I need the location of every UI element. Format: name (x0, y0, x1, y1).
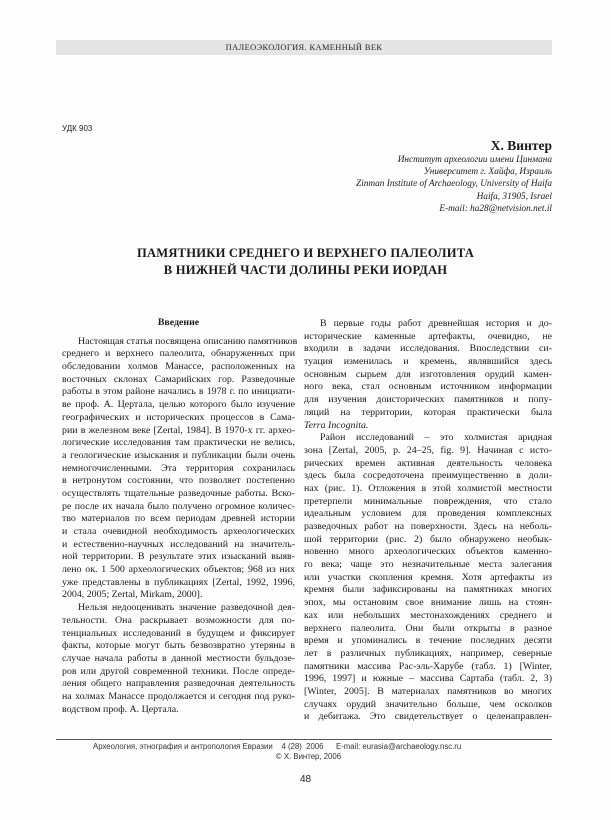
text-line: исторические каменные артефакты, очевидно, не (304, 330, 552, 342)
text-line: тенциальных исследований в будущем и фиксирует (62, 627, 295, 639)
title-line-2: В НИЖНЕЙ ЧАСТИ ДОЛИНЫ РЕКИ ИОРДАН (163, 263, 448, 277)
text-line: обследовании холмов Манассе, расположенных на (62, 361, 295, 373)
udk-code: УДК 903 (62, 124, 93, 133)
text-line: в нетронутом состоянии, что позволяет постепенно (62, 475, 295, 487)
text-line: уже представлены в публикациях [Zertal, 1992, 1996, (62, 576, 295, 588)
text-line: немногочисленными. Эта территория сохранилась (62, 462, 295, 474)
text-line: лено ок. 1 500 археологических объектов; 968 из них (62, 564, 295, 576)
text-line-terra-incognita: Terra Incognita. (304, 419, 369, 431)
right-column (304, 318, 552, 724)
footer-divider (56, 739, 552, 740)
text-line: или участки скопления кремня. Хотя артефакты из (304, 571, 552, 583)
copyright-line: © Х. Винтер, 2006 (275, 752, 342, 761)
text-line: и дебитажа. Это свидетельствует о целенаправлен- (304, 711, 552, 723)
text-line: время и упоминались в течение последних десяти (304, 635, 552, 647)
journal-name: Археология, этнография и антропология Евразии (93, 742, 273, 751)
journal-issue: 4 (28) 2006 (281, 742, 324, 751)
text-line: го века; чаще это незначительные места залегания (304, 559, 552, 571)
text-line: ках или небольших местонахождениях среднего и (304, 609, 552, 621)
journal-citation (93, 742, 323, 751)
text-line: и стала очевидной необходимость археологических (62, 526, 295, 537)
text-line: Нельзя недооценивать значение разведочной дея- (78, 602, 295, 614)
journal-email[interactable]: E-mail: eurasia@archaeology.nsc.ru (336, 742, 462, 751)
affiliation-line: Университет г. Хайфа, Израиль (423, 167, 552, 178)
section-title: ПАЛЕОЭКОЛОГИЯ. КАМЕННЫЙ ВЕК (225, 43, 383, 52)
text-line: зона [Zertal, 2005, p. 24–25, fig. 9]. Начиная с исто- (304, 444, 552, 456)
section-heading-introduction: Введение (157, 317, 200, 328)
text-line: случае начала работы в данной местности бульдозе- (62, 652, 295, 664)
text-line: Район исследований – это холмистая аридная (320, 432, 552, 444)
title-line-1: ПАМЯТНИКИ СРЕДНЕГО И ВЕРХНЕГО ПАЛЕОЛИТА (136, 246, 475, 260)
affiliation-line: Haifa, 31905, Israel (476, 191, 552, 202)
text-line: ре после их начала было получено огромное количес- (62, 500, 295, 512)
article-title (0, 245, 611, 279)
text-line: ве проф. А. Цертала, целью которого было изучение (62, 399, 295, 411)
text-line: факты, которые могут быть безвозвратно утеряны в (62, 640, 295, 652)
text-line: рии в железном веке [Zertal, 1984]. В 1970-х гг. архео- (62, 424, 295, 436)
affiliation-line: Институт археологии имени Цинмана (397, 155, 552, 165)
text-line: работы в этом районе начались в 1978 г. по инициати- (62, 386, 295, 398)
text-line: для изучения доисторических памятников и попу- (304, 394, 552, 406)
author-block (356, 138, 552, 215)
text-line: идеальным условием для проведения комплексных (304, 508, 552, 520)
text-line: а геологические изыскания и публикации были очень (62, 449, 295, 461)
text-line: В первые годы работ древнейшая история и до- (320, 318, 552, 329)
text-line: осуществлять тщательные разведочные работы. Вско- (62, 487, 295, 499)
text-line: нах (рис. 1). Отложения в этой холмистой местности (304, 482, 552, 494)
text-line: тельности. Она раскрывает возможности для по- (62, 614, 295, 626)
page-number: 48 (299, 774, 312, 785)
text-line: 1996, 1997] и южные – массива Сартаба (табл. 2, 3) (304, 673, 552, 685)
text-line: эпох, мы остановим свое внимание лишь на стоян- (304, 597, 552, 609)
text-line: 2004, 2005; Zertal, Mirkam, 2000]. (62, 589, 203, 601)
text-line: среднего и верхнего палеолита, обнаруженных при (62, 348, 295, 360)
affiliation-line: Zinman Institute of Archaeology, University of Haifa (356, 179, 552, 190)
text-line: претерпели минимальные повреждения, что стало (304, 495, 552, 507)
text-line: логические исследования там практически не велись, (62, 437, 295, 449)
text-line: и естественно-научных исследований на значитель- (62, 538, 295, 550)
text-line: рических времен активная деятельность человека (304, 457, 552, 469)
text-line: шой территории (рис. 2) было обнаружено необык- (304, 533, 552, 545)
text-line: случаях орудий значительно больше, чем осколков (304, 698, 552, 710)
text-line: восточных склонах Самарийских гор. Разведочные (62, 373, 295, 385)
text-line: водством проф. А. Цертала. (62, 703, 179, 715)
text-line: памятники массива Рас-эль-Харубе (табл. 1) [Winter, (304, 660, 552, 672)
text-line: Настоящая статья посвящена описанию памятников (78, 335, 298, 347)
section-header-band (56, 40, 552, 55)
text-line: здесь была сосредоточена преимущественно в доли- (304, 470, 552, 482)
text-line: ляций на территории, которая практически была (304, 406, 552, 418)
text-line: географических и исторических процессов в Сама- (62, 411, 295, 423)
author-email: E-mail: ha28@netvision.net.il (439, 203, 552, 214)
text-line: ного века, стал основным источником информации (304, 381, 552, 393)
text-line: входили в задачи исследования. Впоследствии си- (304, 343, 552, 355)
text-line: ров или другой современной техники. После опреде- (62, 665, 295, 677)
text-line: лет в различных публикациях, например, северные (304, 647, 552, 659)
text-line: разведочных работ на поверхности. Здесь на неболь- (304, 521, 552, 532)
text-line: ной территории. В результате этих изысканий выяв- (62, 551, 295, 563)
text-line: [Winter, 2005]. В материалах памятников во многих (304, 685, 552, 697)
text-line: тво материалов по всем периодам древней истории (62, 513, 295, 525)
author-name: Х. Винтер (490, 138, 552, 153)
text-line: новенно много археологических объектов каменно- (304, 546, 552, 558)
left-column (62, 317, 298, 716)
text-line: туация изменилась и кремень, являвшийся здесь (304, 356, 552, 368)
text-line: кремня были зафиксированы на памятниках многих (304, 584, 552, 596)
text-line: верхнего палеолита. Они были открыты в разное (304, 622, 552, 634)
text-line: на холмах Манассе продолжается и сегодня под руко- (62, 690, 295, 702)
text-line: основным сырьем для изготовления орудий камен- (304, 368, 552, 380)
text-line: ления общего направления разведочная деятельность (62, 678, 295, 690)
